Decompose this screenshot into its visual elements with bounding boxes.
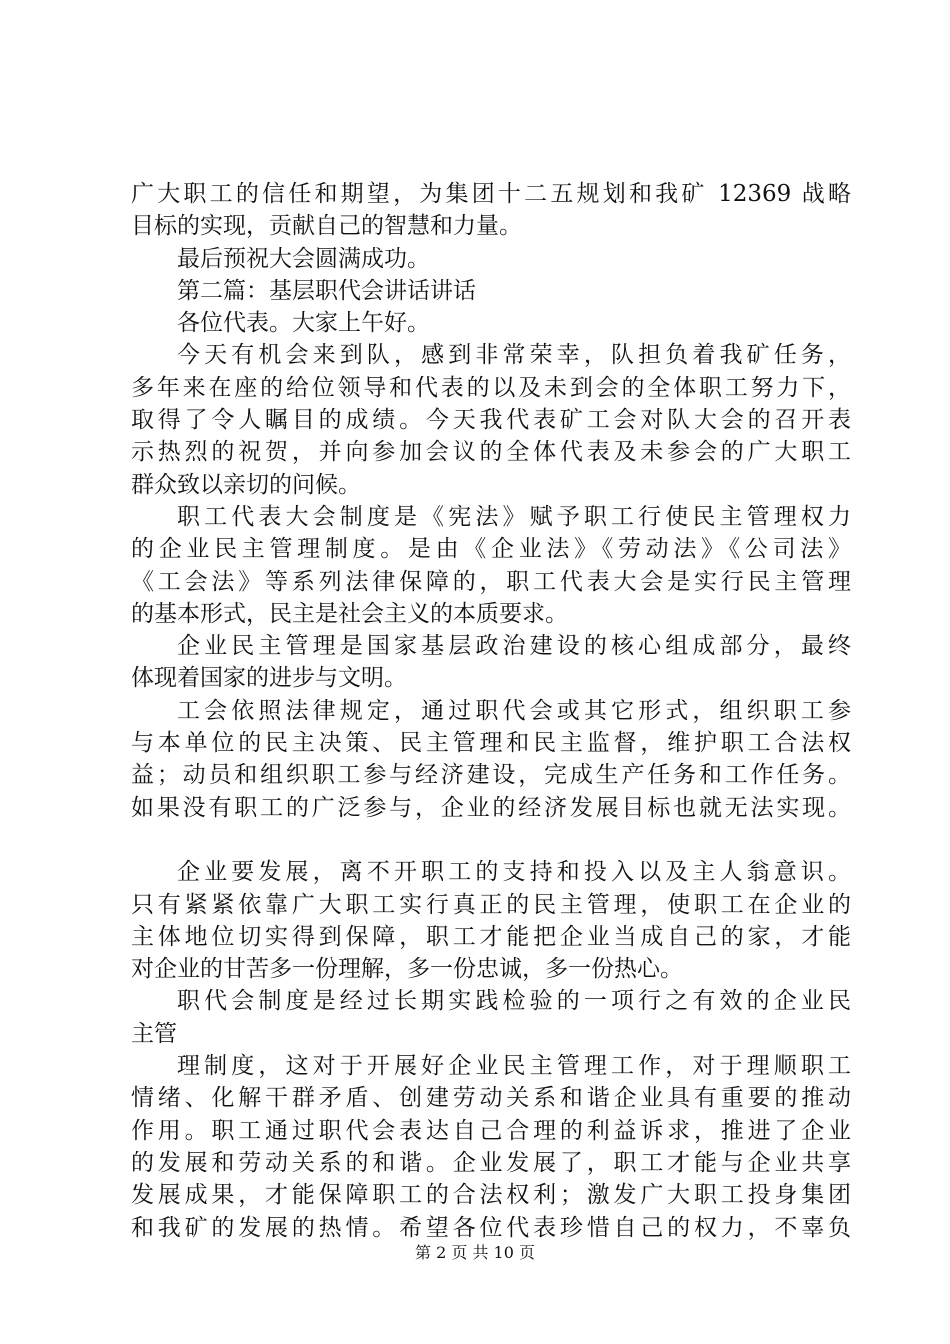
text-line: 体现着国家的进步与文明。 <box>131 665 407 692</box>
text-line: 最后预祝大会圆满成功。 <box>177 245 430 272</box>
text-line: 如果没有职工的广泛参与，企业的经济发展目标也就无法实现。 <box>131 794 851 821</box>
text-line: 多年来在座的给位领导和代表的以及未到会的全体职工努力下， <box>131 374 851 401</box>
page-footer: 第 2 页 共 10 页 <box>415 1243 535 1262</box>
text-line: 对企业的甘苦多一份理解，多一份忠诚，多一份热心。 <box>131 956 683 983</box>
text-line: 工会依照法律规定，通过职代会或其它形式，组织职工参 <box>177 697 851 724</box>
text-line: 主体地位切实得到保障，职工才能把企业当成自己的家，才能 <box>131 923 851 950</box>
text-line: 第二篇：基层职代会讲话讲话 <box>177 277 476 304</box>
text-line: 只有紧紧依靠广大职工实行真正的民主管理，使职工在企业的 <box>131 891 851 918</box>
text-line: 企业民主管理是国家基层政治建设的核心组成部分，最终 <box>177 633 851 660</box>
document-body <box>131 178 851 1244</box>
text-line: 的企业民主管理制度。是由《企业法》《劳动法》《公司法》 <box>131 536 851 563</box>
text-line: 和我矿的发展的热情。希望各位代表珍惜自己的权力，不辜负 <box>131 1214 851 1241</box>
blank-line <box>131 824 851 856</box>
text-line: 主管 <box>131 1020 177 1047</box>
text-line: 企业要发展，离不开职工的支持和投入以及主人翁意识。 <box>177 859 851 886</box>
text-line: 今天有机会来到队，感到非常荣幸，队担负着我矿任务， <box>177 342 851 369</box>
text-line: 《工会法》等系列法律保障的，职工代表大会是实行民主管理 <box>131 568 851 595</box>
text-line: 取得了令人瞩目的成绩。今天我代表矿工会对队大会的召开表 <box>131 407 851 434</box>
text-line: 群众致以亲切的问候。 <box>131 471 361 498</box>
text-line: 作用。职工通过职代会表达自己合理的利益诉求，推进了企业 <box>131 1117 851 1144</box>
text-line: 广大职工的信任和期望，为集团十二五规划和我矿 12369 战略 <box>131 181 851 207</box>
text-line: 各位代表。大家上午好。 <box>177 310 430 337</box>
text-line: 目标的实现，贡献自己的智慧和力量。 <box>131 213 522 240</box>
text-line: 益；动员和组织职工参与经济建设，完成生产任务和工作任务。 <box>131 762 851 789</box>
text-line: 发展成果，才能保障职工的合法权利；激发广大职工投身集团 <box>131 1182 851 1209</box>
text-line: 的基本形式，民主是社会主义的本质要求。 <box>131 600 568 627</box>
text-line: 示热烈的祝贺，并向参加会议的全体代表及未参会的广大职工 <box>131 439 851 466</box>
text-line: 的发展和劳动关系的和谐。企业发展了，职工才能与企业共享 <box>131 1149 851 1176</box>
text-line: 理制度，这对于开展好企业民主管理工作，对于理顺职工 <box>177 1053 851 1080</box>
text-line: 职工代表大会制度是《宪法》赋予职工行使民主管理权力 <box>177 503 851 530</box>
text-line: 与本单位的民主决策、民主管理和民主监督，维护职工合法权 <box>131 730 851 757</box>
text-line: 情绪、化解干群矛盾、创建劳动关系和谐企业具有重要的推动 <box>131 1085 851 1112</box>
text-line: 职代会制度是经过长期实践检验的一项行之有效的企业民 <box>177 988 851 1015</box>
